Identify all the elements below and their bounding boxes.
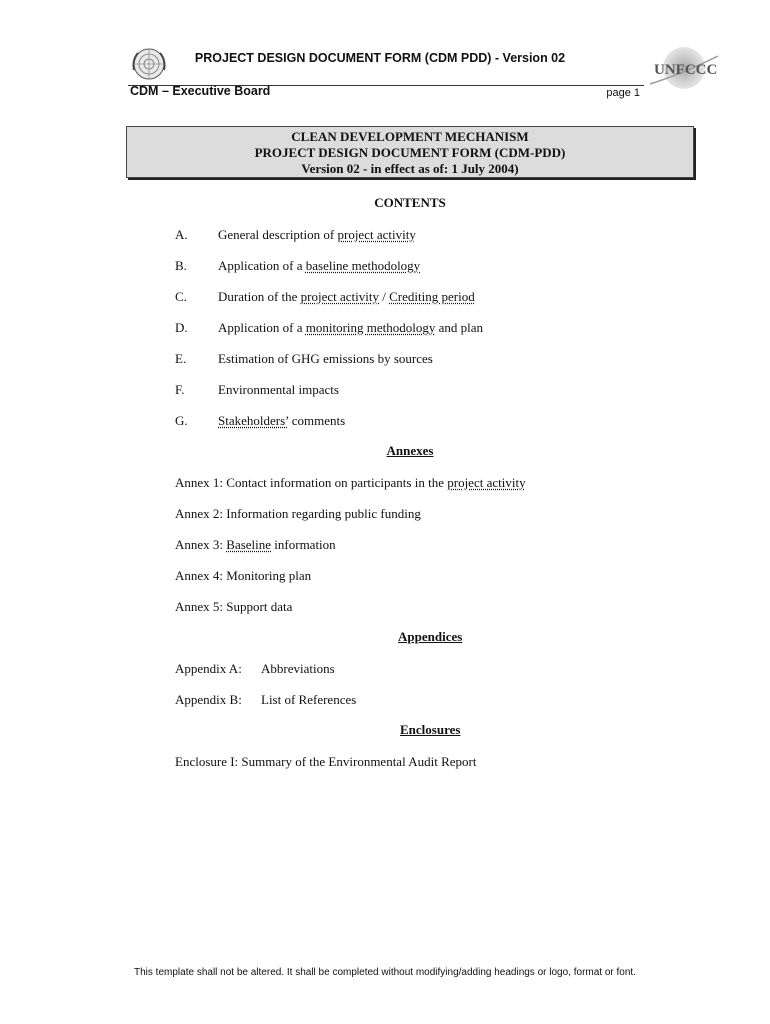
annex-item-5 <box>175 599 292 615</box>
enclosure-item-1: Enclosure I: Summary of the Environmental Audit Report <box>175 754 477 769</box>
item-link[interactable]: Stakeholders’ <box>218 413 289 428</box>
contents-item-b <box>218 258 420 274</box>
un-emblem-icon <box>130 46 168 82</box>
contents-item-e <box>218 351 433 367</box>
title-line-3: Version 02 - in effect as of: 1 July 2004) <box>301 161 519 176</box>
item-text: Application of a <box>218 258 306 273</box>
appendix-a-text: Abbreviations <box>261 661 335 676</box>
footer-note: This template shall not be altered. It shall be completed without modifying/adding headings or logo, format or font. <box>134 967 636 978</box>
item-link[interactable]: project activity <box>447 475 526 490</box>
item-link[interactable]: monitoring methodology <box>305 320 436 335</box>
item-text: Annex 1: Contact information on participants in the <box>175 475 448 490</box>
item-text: Annex 3: <box>175 537 227 552</box>
item-text: General description of <box>218 227 338 242</box>
item-text: information <box>271 537 336 552</box>
page-number: page 1 <box>606 87 640 99</box>
title-line-1: CLEAN DEVELOPMENT MECHANISM <box>291 129 529 144</box>
item-text: Environmental impacts <box>218 382 339 397</box>
svg-text:UNFCCC: UNFCCC <box>654 62 718 78</box>
contents-letter-g: G. <box>175 413 188 428</box>
annex-item-4 <box>175 568 311 584</box>
item-text: Duration of the <box>218 289 301 304</box>
header-board-label: CDM – Executive Board <box>130 84 271 98</box>
item-link[interactable]: project activity <box>337 227 416 242</box>
appendix-a-label: Appendix A: <box>175 661 242 676</box>
contents-letter-b: B. <box>175 258 187 273</box>
unfccc-logo-icon <box>642 44 720 92</box>
annex-item-1 <box>175 475 526 491</box>
contents-letter-e: E. <box>175 351 187 366</box>
contents-item-a <box>218 227 416 243</box>
contents-item-g <box>218 413 345 429</box>
contents-heading: CONTENTS <box>374 195 446 210</box>
appendix-b-text: List of References <box>261 692 357 707</box>
item-link[interactable]: Crediting period <box>389 289 475 304</box>
item-text: Annex 5: Support data <box>175 599 293 614</box>
item-link[interactable]: baseline methodology <box>305 258 421 273</box>
item-text: Annex 2: Information regarding public funding <box>175 506 421 521</box>
appendices-heading: Appendices <box>398 629 463 644</box>
contents-letter-c: C. <box>175 289 187 304</box>
item-link[interactable]: project activity <box>300 289 380 304</box>
header-title: PROJECT DESIGN DOCUMENT FORM (CDM PDD) - Version 02 <box>194 51 566 65</box>
contents-item-d <box>218 320 483 336</box>
item-text: Annex 4: Monitoring plan <box>175 568 312 583</box>
item-text: and plan <box>435 320 484 335</box>
item-text: comments <box>288 413 346 428</box>
item-text: Estimation of GHG emissions by sources <box>218 351 433 366</box>
annexes-heading: Annexes <box>386 443 434 458</box>
document-title-box <box>126 126 694 178</box>
title-line-2: PROJECT DESIGN DOCUMENT FORM (CDM-PDD) <box>254 145 566 160</box>
contents-letter-a: A. <box>175 227 188 242</box>
contents-item-f <box>218 382 339 398</box>
enclosures-heading: Enclosures <box>400 722 461 737</box>
item-text: / <box>379 289 390 304</box>
appendix-b-label: Appendix B: <box>175 692 242 707</box>
contents-letter-f: F. <box>175 382 185 397</box>
contents-item-c <box>218 289 475 305</box>
item-link[interactable]: Baseline <box>226 537 272 552</box>
item-text: Application of a <box>218 320 306 335</box>
annex-item-3 <box>175 537 336 553</box>
annex-item-2 <box>175 506 421 522</box>
contents-letter-d: D. <box>175 320 188 335</box>
